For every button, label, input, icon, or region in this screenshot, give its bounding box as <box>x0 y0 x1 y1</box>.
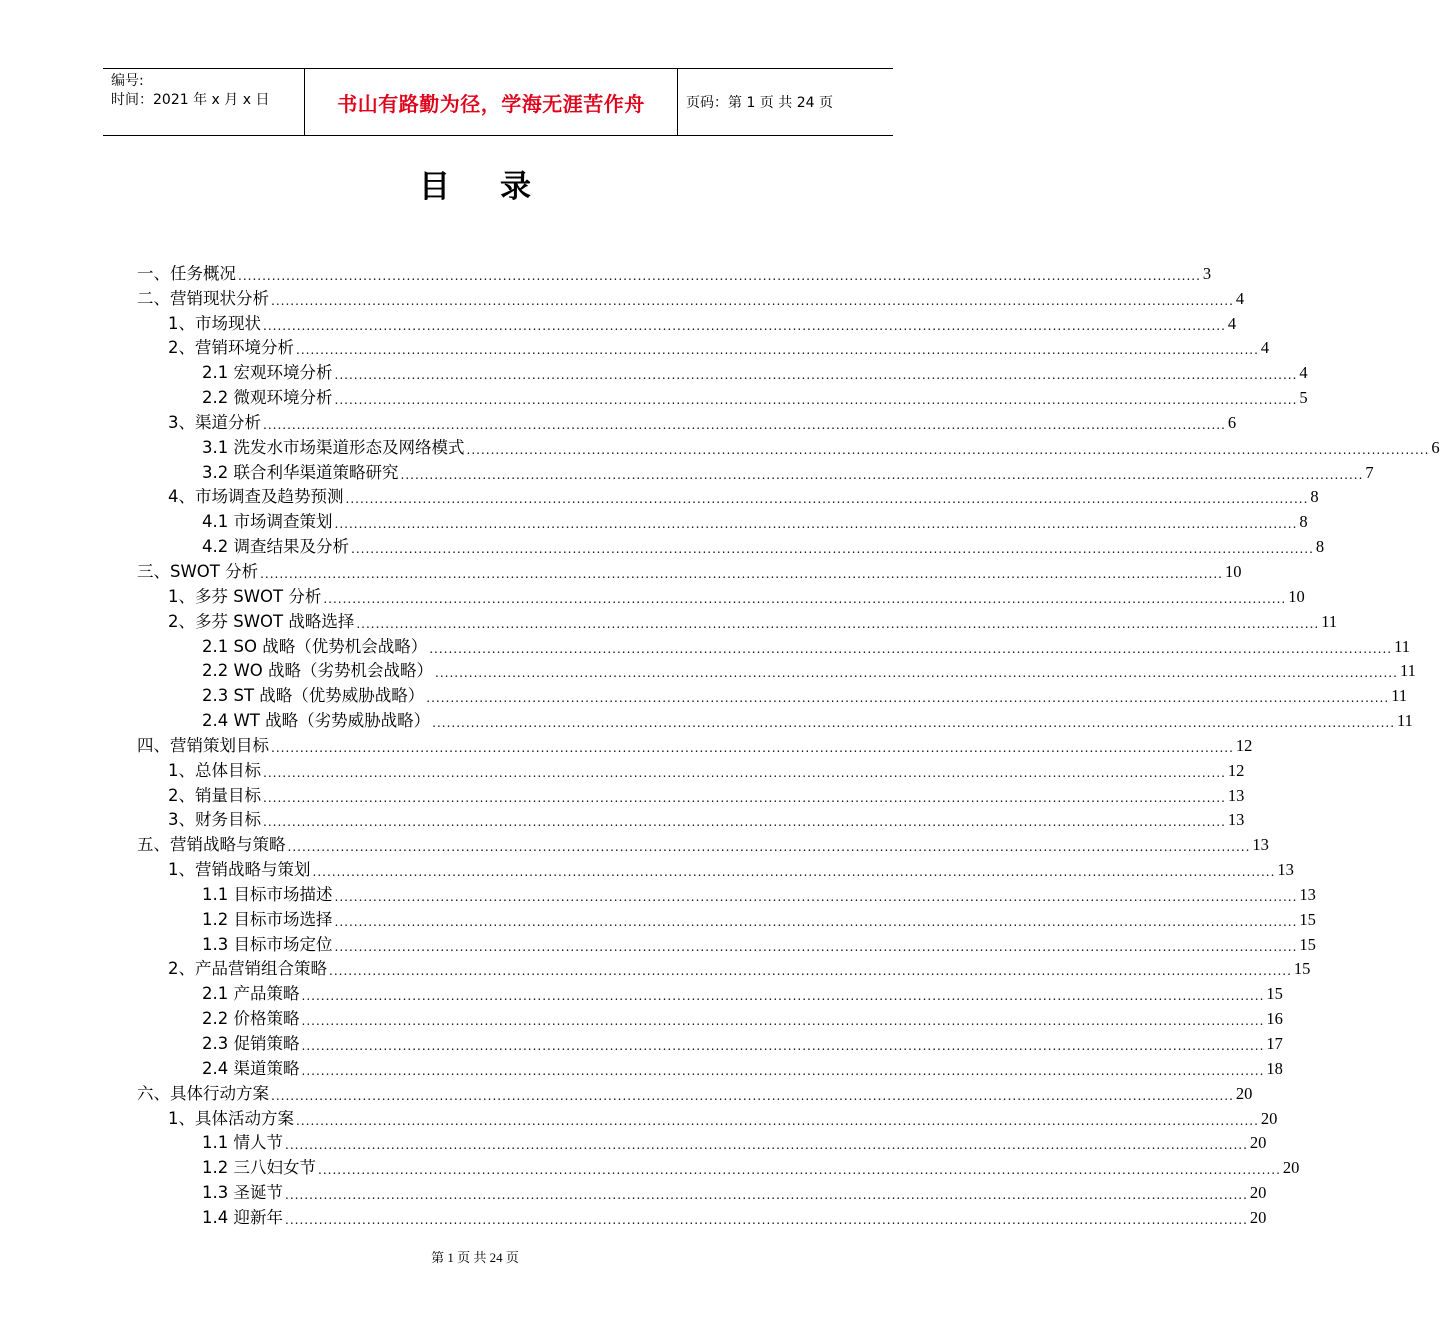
toc-entry-label: 1、具体活动方案 <box>168 1108 294 1128</box>
toc-entry[interactable] <box>0 830 1269 855</box>
toc-dot-leader: ........................................................................................................................................................................................................ <box>426 691 1390 706</box>
toc-entry-label: 3、渠道分析 <box>168 412 261 432</box>
toc-entry-label: 1、营销战略与策划 <box>168 860 311 880</box>
page-footer: 第 1 页 共 24 页 <box>431 1250 519 1265</box>
toc-entry-label: 2、销量目标 <box>168 785 261 805</box>
toc-entry-label: 1.4 迎新年 <box>202 1207 283 1227</box>
toc-entry-page-number: 4 <box>1299 363 1308 383</box>
toc-dot-leader: ........................................................................................................................................................................................................ <box>466 442 1430 457</box>
toc-dot-leader: ........................................................................................................................................................................................................ <box>271 740 1234 755</box>
toc-entry-page-number: 20 <box>1249 1133 1267 1153</box>
toc-entry-label: 4.1 市场调查策划 <box>202 512 333 532</box>
toc-entry[interactable] <box>0 905 1316 930</box>
toc-entry-page-number: 8 <box>1299 512 1308 532</box>
toc-dot-leader: ........................................................................................................................................................................................................ <box>301 1014 1265 1029</box>
toc-entry[interactable] <box>0 781 1245 806</box>
toc-entry[interactable] <box>0 1203 1267 1228</box>
toc-entry-label: 2.4 渠道策略 <box>202 1058 300 1078</box>
toc-entry[interactable] <box>0 955 1311 980</box>
toc-dot-leader: ........................................................................................................................................................................................................ <box>400 467 1364 482</box>
toc-entry-label: 4.2 调查结果及分析 <box>202 537 349 557</box>
toc-entry-label: 2.4 WT 战略（劣势威胁战略） <box>202 711 431 731</box>
toc-title <box>0 163 950 211</box>
toc-dot-leader: ........................................................................................................................................................................................................ <box>238 268 1201 283</box>
toc-dot-leader: ........................................................................................................................................................................................................ <box>285 1212 1248 1227</box>
toc-entry-page-number: 4 <box>1260 338 1270 358</box>
toc-dot-leader: ........................................................................................................................................................................................................ <box>301 1039 1265 1053</box>
toc-dot-leader: ........................................................................................................................................................................................................ <box>334 914 1298 929</box>
toc-entry-label: 3.1 洗发水市场渠道形态及网络模式 <box>202 437 465 457</box>
toc-entry-label: 2.2 WO 战略（劣势机会战略） <box>202 661 434 681</box>
toc-entry-label: 一、任务概况 <box>137 263 236 283</box>
toc-dot-leader: ........................................................................................................................................................................................................ <box>301 989 1265 1004</box>
toc-entry-page-number: 10 <box>1225 561 1242 581</box>
toc-entry[interactable] <box>0 607 1338 632</box>
toc-entry-label: 1.3 目标市场定位 <box>202 934 333 954</box>
toc-dot-leader: ........................................................................................................................................................................................................ <box>301 1063 1265 1078</box>
toc-entry-page-number: 20 <box>1282 1158 1300 1178</box>
toc-entry-label: 1.1 情人节 <box>202 1133 283 1153</box>
toc-dot-leader: ........................................................................................................................................................................................................ <box>334 368 1298 383</box>
toc-dot-leader: ........................................................................................................................................................................................................ <box>263 417 1226 432</box>
toc-dot-leader: ........................................................................................................................................................................................................ <box>287 840 1251 855</box>
toc-entry-label: 1.2 目标市场选择 <box>202 909 333 929</box>
toc-entry[interactable] <box>0 1079 1253 1104</box>
toc-entry[interactable] <box>0 731 1253 756</box>
toc-entry-page-number: 4 <box>1235 288 1245 308</box>
toc-entry[interactable] <box>0 756 1245 781</box>
toc-entry-page-number: 15 <box>1266 984 1283 1004</box>
toc-entry-label: 2.1 宏观环境分析 <box>202 363 333 383</box>
toc-entry-page-number: 17 <box>1266 1034 1283 1053</box>
toc-entry-page-number: 20 <box>1235 1083 1253 1103</box>
toc-entry-page-number: 16 <box>1266 1009 1283 1029</box>
toc-entry-label: 2.3 促销策略 <box>202 1034 300 1053</box>
toc-entry-page-number: 11 <box>1394 636 1410 656</box>
toc-entry[interactable] <box>0 930 1316 955</box>
toc-entry-label: 2.2 微观环境分析 <box>202 388 333 408</box>
toc-entry-page-number: 11 <box>1399 661 1416 681</box>
toc-dot-leader: ........................................................................................................................................................................................................ <box>345 492 1309 507</box>
toc-entry-page-number: 20 <box>1249 1207 1267 1227</box>
toc-entry-page-number: 18 <box>1266 1058 1283 1078</box>
header-date: 时间：2021 年 x 月 x 日 <box>111 92 270 108</box>
toc-dot-leader: ........................................................................................................................................................................................................ <box>312 865 1276 880</box>
toc-dot-leader: ........................................................................................................................................................................................................ <box>334 889 1298 904</box>
toc-entry[interactable] <box>0 582 1305 607</box>
toc-dot-leader: ........................................................................................................................................................................................................ <box>263 318 1226 333</box>
toc-entry[interactable] <box>0 806 1245 831</box>
toc-entry[interactable] <box>0 706 1413 731</box>
toc-entry-page-number: 6 <box>1227 412 1237 432</box>
toc-entry-label: 五、营销战略与策略 <box>137 835 286 855</box>
toc-entry-page-number: 13 <box>1227 810 1245 830</box>
toc-entry[interactable] <box>0 979 1283 1004</box>
toc-entry-label: 2.2 价格策略 <box>202 1009 300 1029</box>
toc-entry[interactable] <box>0 1004 1283 1029</box>
toc-dot-leader: ........................................................................................................................................................................................................ <box>296 1113 1259 1128</box>
toc-dot-leader: ........................................................................................................................................................................................................ <box>334 939 1298 954</box>
page-header <box>103 68 893 136</box>
toc-entry-page-number: 8 <box>1310 487 1319 507</box>
toc-entry-label: 3.2 联合利华渠道策略研究 <box>202 462 399 482</box>
toc-dot-leader: ........................................................................................................................................................................................................ <box>263 765 1226 780</box>
toc-dot-leader: ........................................................................................................................................................................................................ <box>432 716 1396 731</box>
toc-entry[interactable] <box>0 632 1410 657</box>
toc-entry[interactable] <box>0 880 1316 905</box>
toc-entry[interactable] <box>0 557 1242 582</box>
toc-entry-label: 2、产品营销组合策略 <box>168 959 327 979</box>
toc-title-char-2: 录 <box>500 169 531 205</box>
toc-dot-leader: ........................................................................................................................................................................................................ <box>260 566 1223 581</box>
toc-entry-label: 2、多芬 SWOT 战略选择 <box>168 611 355 631</box>
toc-entry[interactable] <box>0 1054 1283 1079</box>
toc-entry[interactable] <box>0 532 1325 557</box>
toc-entry-page-number: 3 <box>1202 263 1212 283</box>
toc-entry[interactable] <box>0 507 1308 532</box>
toc-entry-label: 1、多芬 SWOT 分析 <box>168 586 322 606</box>
toc-entry-page-number: 7 <box>1365 462 1374 482</box>
toc-dot-leader: ........................................................................................................................................................................................................ <box>329 964 1292 979</box>
toc-entry-page-number: 15 <box>1293 959 1311 979</box>
header-motto: 书山有路勤为径，学海无涯苦作舟 <box>304 69 678 135</box>
toc-entry[interactable] <box>0 855 1294 880</box>
header-meta <box>103 69 304 135</box>
toc-entry[interactable] <box>0 433 1440 458</box>
toc-entry-label: 二、营销现状分析 <box>137 288 269 308</box>
toc-dot-leader: ........................................................................................................................................................................................................ <box>271 293 1234 308</box>
toc-entry[interactable] <box>0 309 1237 334</box>
toc-entry[interactable] <box>0 681 1408 706</box>
toc-entry-page-number: 12 <box>1227 760 1245 780</box>
toc-entry-label: 1.3 圣诞节 <box>202 1183 283 1203</box>
toc-entry[interactable] <box>0 334 1270 359</box>
toc-entry-page-number: 13 <box>1227 785 1245 805</box>
toc-entry-label: 六、具体行动方案 <box>137 1083 269 1103</box>
toc-entry-label: 4、市场调查及趋势预测 <box>168 487 344 507</box>
toc-dot-leader: ........................................................................................................................................................................................................ <box>435 666 1398 681</box>
toc-entry-page-number: 13 <box>1252 835 1269 855</box>
toc-entry-page-number: 12 <box>1235 735 1253 755</box>
toc-dot-leader: ........................................................................................................................................................................................................ <box>429 641 1393 656</box>
toc-entry-page-number: 15 <box>1299 934 1316 954</box>
toc-entry-label: 2、营销环境分析 <box>168 338 294 358</box>
toc-dot-leader: ........................................................................................................................................................................................................ <box>285 1188 1248 1203</box>
toc-entry-page-number: 6 <box>1431 437 1440 457</box>
toc-entry-label: 3、财务目标 <box>168 810 261 830</box>
toc-entry[interactable] <box>0 358 1308 383</box>
toc-entry[interactable] <box>0 483 1319 508</box>
header-page-info: 页码：第 1 页 共 24 页 <box>686 95 833 111</box>
toc-entry-page-number: 8 <box>1315 537 1325 557</box>
toc-dot-leader: ........................................................................................................................................................................................................ <box>285 1138 1248 1153</box>
toc-entry-page-number: 4 <box>1227 313 1237 333</box>
toc-dot-leader: ........................................................................................................................................................................................................ <box>323 591 1287 606</box>
toc-entry-label: 四、营销策划目标 <box>137 735 269 755</box>
toc-entry[interactable] <box>0 1104 1278 1129</box>
toc-entry[interactable] <box>0 1153 1300 1178</box>
toc-entry-label: 1.1 目标市场描述 <box>202 884 333 904</box>
table-of-contents <box>0 259 1440 1228</box>
header-number-label: 编号: <box>111 73 144 89</box>
toc-entry-label: 1.2 三八妇女节 <box>202 1158 316 1178</box>
toc-entry[interactable] <box>0 1129 1267 1154</box>
toc-dot-leader: ........................................................................................................................................................................................................ <box>334 393 1298 408</box>
toc-entry-label: 2.3 ST 战略（优势威胁战略） <box>202 686 425 706</box>
toc-entry-page-number: 11 <box>1397 711 1413 731</box>
toc-dot-leader: ........................................................................................................................................................................................................ <box>263 815 1226 830</box>
toc-dot-leader: ........................................................................................................................................................................................................ <box>271 1088 1234 1103</box>
toc-entry-page-number: 11 <box>1321 611 1338 631</box>
toc-dot-leader: ........................................................................................................................................................................................................ <box>296 343 1259 358</box>
toc-dot-leader: ........................................................................................................................................................................................................ <box>356 616 1320 631</box>
toc-entry[interactable] <box>0 1178 1267 1203</box>
toc-entry-page-number: 15 <box>1299 909 1316 929</box>
toc-entry-label: 1、总体目标 <box>168 760 261 780</box>
toc-entry-label: 2.1 产品策略 <box>202 984 300 1004</box>
toc-entry-page-number: 13 <box>1277 860 1294 880</box>
toc-entry[interactable] <box>0 458 1374 483</box>
toc-dot-leader: ........................................................................................................................................................................................................ <box>334 517 1298 532</box>
toc-entry[interactable] <box>0 657 1416 682</box>
toc-dot-leader: ........................................................................................................................................................................................................ <box>318 1163 1281 1178</box>
toc-entry[interactable] <box>0 259 1212 284</box>
toc-entry-page-number: 10 <box>1288 586 1305 606</box>
toc-entry-label: 1、市场现状 <box>168 313 261 333</box>
toc-entry-label: 三、SWOT 分析 <box>137 561 259 581</box>
toc-entry-page-number: 11 <box>1391 686 1408 706</box>
toc-entry[interactable] <box>0 1029 1283 1054</box>
toc-entry-page-number: 20 <box>1260 1108 1278 1128</box>
toc-entry[interactable] <box>0 284 1245 309</box>
toc-dot-leader: ........................................................................................................................................................................................................ <box>263 790 1226 805</box>
toc-entry[interactable] <box>0 408 1237 433</box>
toc-entry-page-number: 5 <box>1299 388 1308 408</box>
toc-entry[interactable] <box>0 383 1308 408</box>
toc-entry-label: 2.1 SO 战略（优势机会战略） <box>202 636 428 656</box>
toc-entry-page-number: 13 <box>1299 884 1316 904</box>
toc-title-char-1: 目 <box>419 169 450 205</box>
toc-dot-leader: ........................................................................................................................................................................................................ <box>351 542 1314 557</box>
toc-entry-page-number: 20 <box>1249 1183 1267 1203</box>
